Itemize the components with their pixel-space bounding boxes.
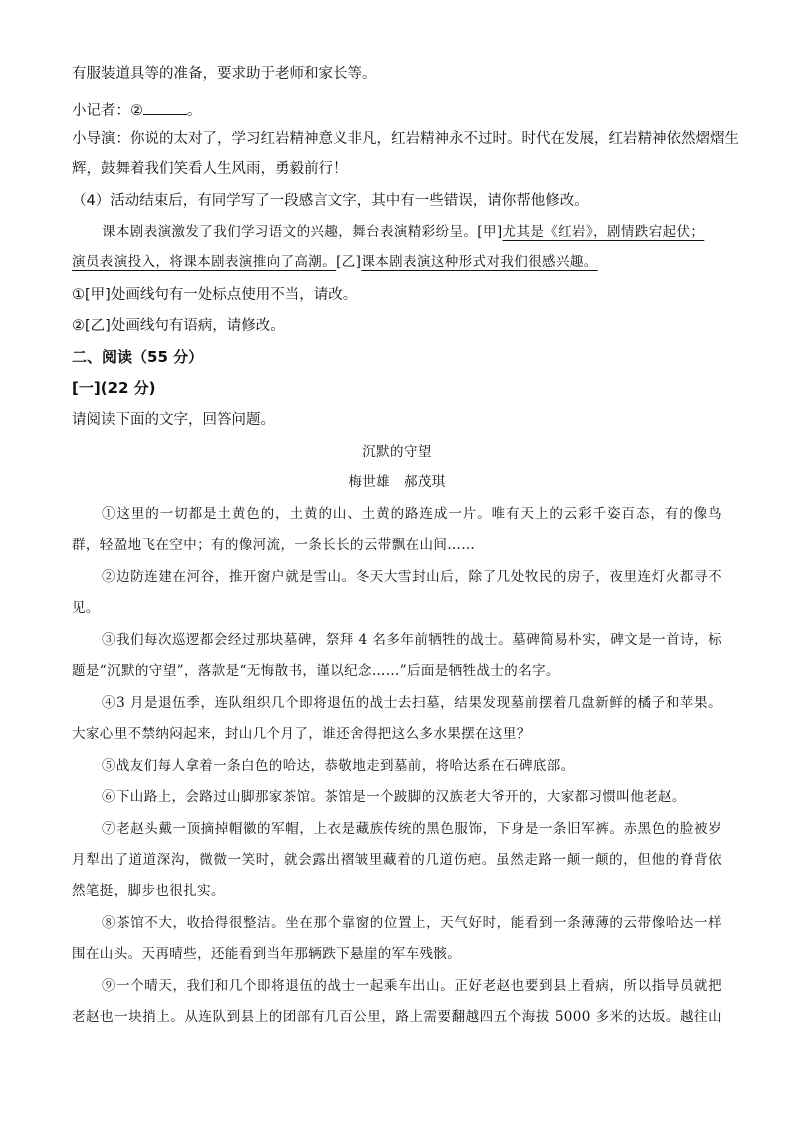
underlined-sentence-jia-cont: 演员表演投入，将课本剧表演推向了高潮。 [72,254,337,270]
paragraph-1-line-2: 群，轻盈地飞在空中；有的像河流，一条长长的云带飘在山间…… [72,537,476,553]
answer-blank[interactable] [143,100,187,115]
paragraph-1-line-1: ①这里的一切都是土黄色的，土黄的山、土黄的路连成一片。唯有天上的云彩千姿百态，有的像鸟 [102,506,722,522]
instruction: 请阅读下面的文字，回答问题。 [72,412,275,428]
paragraph-4-line-1: ④3 月是退伍季，连队组织几个即将退伍的战士去扫墓，结果发现墓前摆着几盘新鲜的橘子和苹果。 [102,695,722,711]
sub-section-heading: [一](22 分) [72,379,156,397]
paragraph-8-line-1: ⑧茶馆不大，收拾得很整洁。坐在那个靠窗的位置上，天气好时，能看到一条薄薄的云带像哈达一样 [102,915,722,931]
paragraph-9-line-2: 老赵也一块捎上。从连队到县上的团部有几百公里，路上需要翻越四五个海拔 5000 多米的达坂。越往山 [72,1009,722,1025]
guide-line-2: 辉，鼓舞着我们笑看人生风雨，勇毅前行！ [72,161,348,177]
paragraph-7-line-2: 月犁出了道道深沟，微微一笑时，就会露出褶皱里藏着的几道伤疤。虽然走路一颠一颠的，但他的脊背依 [72,852,722,868]
underlined-sentence-jia: 尤其是《红岩》，剧情跌宕起伏； [502,224,705,240]
underlined-sentence-yi: 课本剧表演这种形式对我们很感兴趣。 [361,254,598,270]
essay-text: 课本剧表演激发了我们学习语文的兴趣，舞台表演精彩纷呈。[甲] [102,224,503,240]
reporter-prefix: 小记者：② [72,103,143,119]
paragraph-7-line-1: ⑦老赵头戴一顶摘掉帽徽的军帽，上衣是藏族传统的黑色服饰，下身是一条旧军裤。赤黑色的脸被岁 [102,821,722,837]
mark-yi: [乙] [336,254,362,270]
paragraph-9-line-1: ⑨一个晴天，我们和几个即将退伍的战士一起乘车出山。正好老赵也要到县上看病，所以指导员就把 [102,978,722,994]
paragraph-8-line-2: 围在山头。天再晴些，还能看到当年那辆跌下悬崖的军车残骸。 [72,946,462,962]
article-title: 沉默的守望 [362,444,432,460]
paragraph-6: ⑥下山路上，会路过山脚那家茶馆。茶馆是一个跛脚的汉族老大爷开的，大家都习惯叫他老赵。 [102,789,686,805]
question-4: （4）活动结束后，有同学写了一段感言文字，其中有一些错误，请你帮他修改。 [72,193,589,209]
paragraph-4-line-2: 大家心里不禁纳闷起来，封山几个月了，谁还舍得把这么多水果摆在这里？ [72,726,531,742]
guide-line-1: 小导演：你说的太对了，学习红岩精神意义非凡，红岩精神永不过时。时代在发展，红岩精神依然熠熠生 [72,131,739,147]
article-authors: 梅世雄 郝茂琪 [348,474,446,490]
essay-line-2 [72,252,598,272]
sub-question-1: ①[甲]处画线句有一处标点使用不当，请改。 [72,287,358,303]
paragraph-2-line-2: 见。 [72,600,100,616]
essay-line-1 [102,222,704,242]
section-heading: 二、阅读（55 分） [72,348,204,366]
paragraph-7-line-3: 然笔挺，脚步也很扎实。 [72,883,225,899]
text-line: 有服装道具等的准备，要求助于老师和家长等。 [72,66,377,82]
paragraph-3-line-1: ③我们每次巡逻都会经过那块墓碑，祭拜 4 名多年前牺牲的战士。墓碑简易朴实，碑文是一首诗，标 [102,632,722,648]
paragraph-3-line-2: 题是“沉默的守望”，落款是“无悔散书，谨以纪念……”后面是牺牲战士的名字。 [72,663,560,679]
reporter-suffix: 。 [187,103,202,119]
reporter-line [72,100,202,121]
paragraph-2-line-1: ②边防连建在河谷，推开窗户就是雪山。冬天大雪封山后，除了几处牧民的房子，夜里连灯火都寻不 [102,569,722,585]
sub-question-2: ②[乙]处画线句有语病，请修改。 [72,318,285,334]
paragraph-5: ⑤战友们每人拿着一条白色的哈达，恭敬地走到墓前，将哈达系在石碑底部。 [102,758,575,774]
